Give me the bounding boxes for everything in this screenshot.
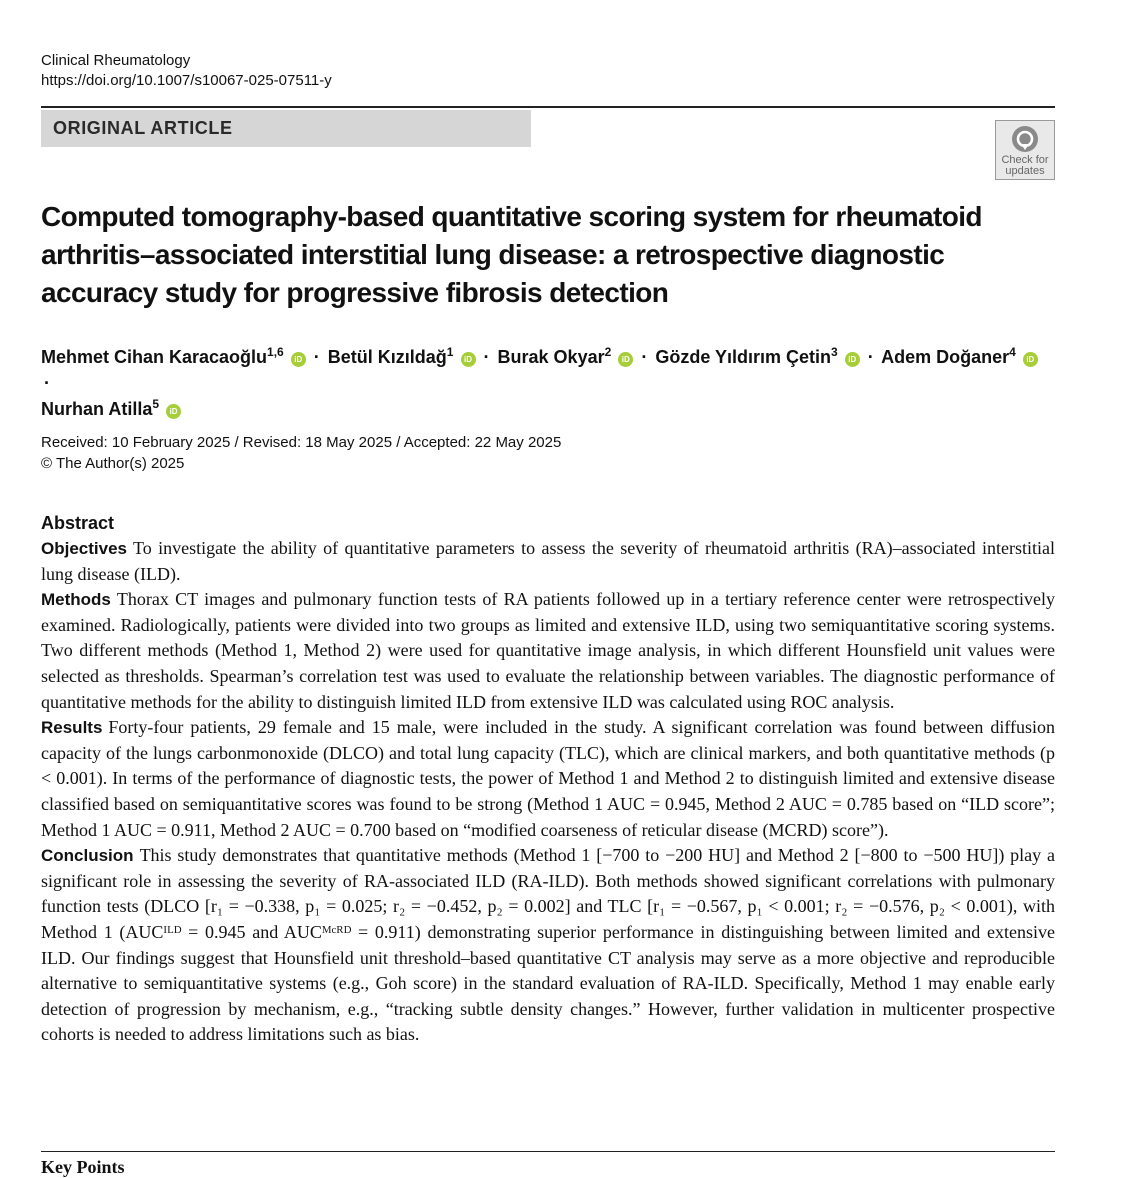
methods-text: Thorax CT images and pulmonary function tests of RA patients followed up in a tertiary reference center were retrospectively examined. Radiologically, patients were divided into two groups as limited and extensive ILD, using two semiquantitative scoring systems. Two different methods (Method 1, Method 2) were used for quantitative image analysis, in which different Hounsfield unit values were selected as thresholds. Spearman’s correlation test was used to evaluate the relationship between variables. The diagnostic performance of quantitative methods for the ability to distinguish limited ILD from extensive ILD was calculated using ROC analysis. <box>41 589 1055 712</box>
author-name: Adem Doğaner <box>881 347 1010 367</box>
results-text: Forty-four patients, 29 female and 15 male, were included in the study. A significant correlation was found between diffusion capacity of the lungs carbonmonoxide (DLCO) and total lung capacity (TLC), which are clinical markers, and both quantitative methods (p < 0.001). In terms of the performance of diagnostic tests, the power of Method 1 and Method 2 to distinguish limited and extensive disease classified based on semiquantitative scores was found to be strong (Method 1 AUC = 0.945, Method 2 AUC = 0.785 based on “ILD score”; Method 1 AUC = 0.911, Method 2 AUC = 0.700 based on “modified coarseness of reticular disease (MCRD) score”). <box>41 717 1055 840</box>
author-name: Gözde Yıldırım Çetin <box>655 347 832 367</box>
author-name: Burak Okyar <box>497 347 605 367</box>
author-separator: · <box>313 347 320 367</box>
article-title: Computed tomography-based quantitative scoring system for rheumatoid arthritis–associated interstitial lung disease: a retrospective diagnostic accuracy study for progressive fibrosis detection <box>41 201 982 308</box>
orcid-icon[interactable]: iD <box>291 352 306 367</box>
author[interactable] <box>41 399 181 419</box>
abstract-conclusion <box>41 843 1055 1048</box>
author-affiliation: 3 <box>831 345 838 359</box>
results-label: Results <box>41 718 103 738</box>
author-name: Mehmet Cihan Karacaoğlu <box>41 347 268 367</box>
check-updates-line2: updates <box>1005 165 1045 177</box>
article-dates <box>41 432 561 474</box>
check-updates-line1: Check for <box>1001 154 1049 166</box>
conclusion-label: Conclusion <box>41 846 134 866</box>
author[interactable] <box>41 347 306 367</box>
key-points-divider <box>41 1151 1055 1152</box>
check-for-updates-button[interactable] <box>995 120 1055 180</box>
author[interactable] <box>328 347 476 367</box>
objectives-text: To investigate the ability of quantitative parameters to assess the severity of rheumatoid arthritis (RA)–associated interstitial lung disease (ILD). <box>41 538 1055 584</box>
author-affiliation: 1 <box>446 345 454 359</box>
methods-label: Methods <box>41 590 111 610</box>
author-name: Nurhan Atilla <box>41 399 153 419</box>
header-divider <box>41 106 1055 108</box>
doi-link[interactable]: https://doi.org/10.1007/s10067-025-07511-y <box>41 72 332 89</box>
abstract-methods <box>41 587 1055 715</box>
abstract-results <box>41 715 1055 843</box>
date-history: Received: 10 February 2025 / Revised: 18 May 2025 / Accepted: 22 May 2025 <box>41 434 562 451</box>
author-separator: · <box>867 347 874 367</box>
article-type-banner: ORIGINAL ARTICLE <box>41 110 531 147</box>
author-name: Betül Kızıldağ <box>327 347 447 367</box>
author-list <box>41 344 1051 422</box>
author-separator: · <box>483 347 490 367</box>
author[interactable] <box>655 347 859 367</box>
abstract-heading: Abstract <box>41 513 115 533</box>
key-points-heading: Key Points <box>41 1157 125 1177</box>
orcid-icon[interactable]: iD <box>618 352 633 367</box>
abstract-objectives <box>41 536 1055 587</box>
author[interactable] <box>881 347 1038 367</box>
abstract-section <box>41 511 1055 1048</box>
journal-info <box>41 51 332 91</box>
orcid-icon[interactable]: iD <box>1023 352 1038 367</box>
orcid-icon[interactable]: iD <box>166 404 181 419</box>
author-separator: · <box>44 373 50 393</box>
author-separator: · <box>641 347 648 367</box>
author-affiliation: 2 <box>604 345 612 359</box>
author[interactable] <box>498 347 634 367</box>
conclusion-text: This study demonstrates that quantitative methods (Method 1 [−700 to −200 HU] and Method 2 [−800 to −500 HU]) play a significant role in assessing the severity of RA-associated ILD (RA-ILD). Both methods showed significant correlations with pulmonary function tests (DLCO [r₁ = −0.338, p₁ = 0.025; r₂ = −0.452, p₂ = 0.002] and TLC [r₁ = −0.567, p₁ < 0.001; r₂ = −0.576, p₂ < 0.001), with Method 1 (AUCᴵᴸᴰ = 0.945 and AUCᴹᶜᴿᴰ = 0.911) demonstrating superior performance in distinguishing between limited and extensive ILD. Our findings suggest that Hounsfield unit threshold–based quantitative CT analysis may serve as a more objective and reproducible alternative to semiquantitative systems (e.g., Goh score) in the standard evaluation of RA-ILD. Specifically, Method 1 may enable early detection of progression by mechanism, e.g., “tracking subtle density changes.” However, further validation in multicenter prospective cohorts is needed to address limitations such as bias. <box>41 845 1055 1045</box>
author-affiliation: 1,6 <box>267 345 284 359</box>
orcid-icon[interactable]: iD <box>461 352 476 367</box>
orcid-icon[interactable]: iD <box>845 352 860 367</box>
author-affiliation: 4 <box>1009 345 1016 359</box>
journal-name: Clinical Rheumatology <box>41 52 191 69</box>
copyright: © The Author(s) 2025 <box>41 455 185 472</box>
check-updates-icon <box>1010 124 1040 154</box>
author-affiliation: 5 <box>152 397 160 411</box>
objectives-label: Objectives <box>41 539 127 558</box>
